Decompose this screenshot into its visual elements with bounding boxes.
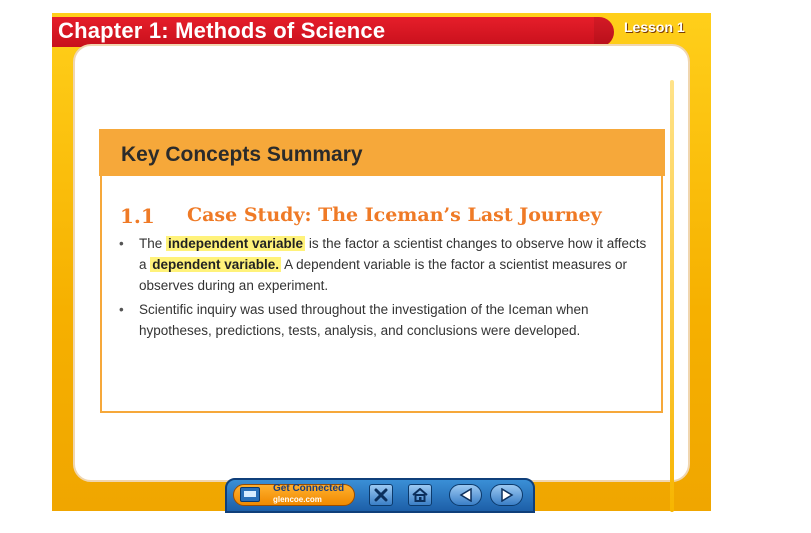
get-connected-label: Get Connected xyxy=(273,483,345,494)
exit-button[interactable] xyxy=(369,484,393,506)
bullet-text: The xyxy=(139,236,167,251)
bullet-list xyxy=(117,233,647,344)
lesson-label: Lesson 1 xyxy=(624,19,685,35)
highlight-independent-variable: independent variable xyxy=(168,236,304,251)
bullet-item xyxy=(117,233,647,296)
previous-button[interactable] xyxy=(449,484,482,506)
summary-heading: Key Concepts Summary xyxy=(121,143,363,166)
arrow-right-icon xyxy=(499,488,515,502)
bullet-item xyxy=(117,299,647,341)
close-x-icon xyxy=(374,488,388,502)
next-button[interactable] xyxy=(490,484,523,506)
home-button[interactable] xyxy=(408,484,432,506)
chapter-title: Chapter 1: Methods of Science xyxy=(58,18,386,43)
bullet-dot: • xyxy=(119,302,124,317)
bullet-text: A dependent variable is the factor a scientist measures or observes during an experiment. xyxy=(139,257,628,293)
bullet-dot: • xyxy=(119,236,124,251)
bullet-text: Scientific inquiry was used throughout the investigation of the Iceman when hypotheses, predictions, tests, analysis, and conclusions were developed. xyxy=(139,302,589,338)
panel-accent xyxy=(670,80,674,512)
arrow-left-icon xyxy=(458,488,474,502)
computer-icon xyxy=(240,487,260,502)
section-number: 1.1 xyxy=(120,204,155,228)
home-icon xyxy=(412,488,428,502)
get-connected-url: glencoe.com xyxy=(273,495,322,504)
section-title: Case Study: The Iceman’s Last Journey xyxy=(187,204,602,226)
bullet-text: is the factor a scientist changes to observe how it affects a xyxy=(139,236,647,272)
highlight-dependent-variable: dependent variable. xyxy=(152,257,280,272)
